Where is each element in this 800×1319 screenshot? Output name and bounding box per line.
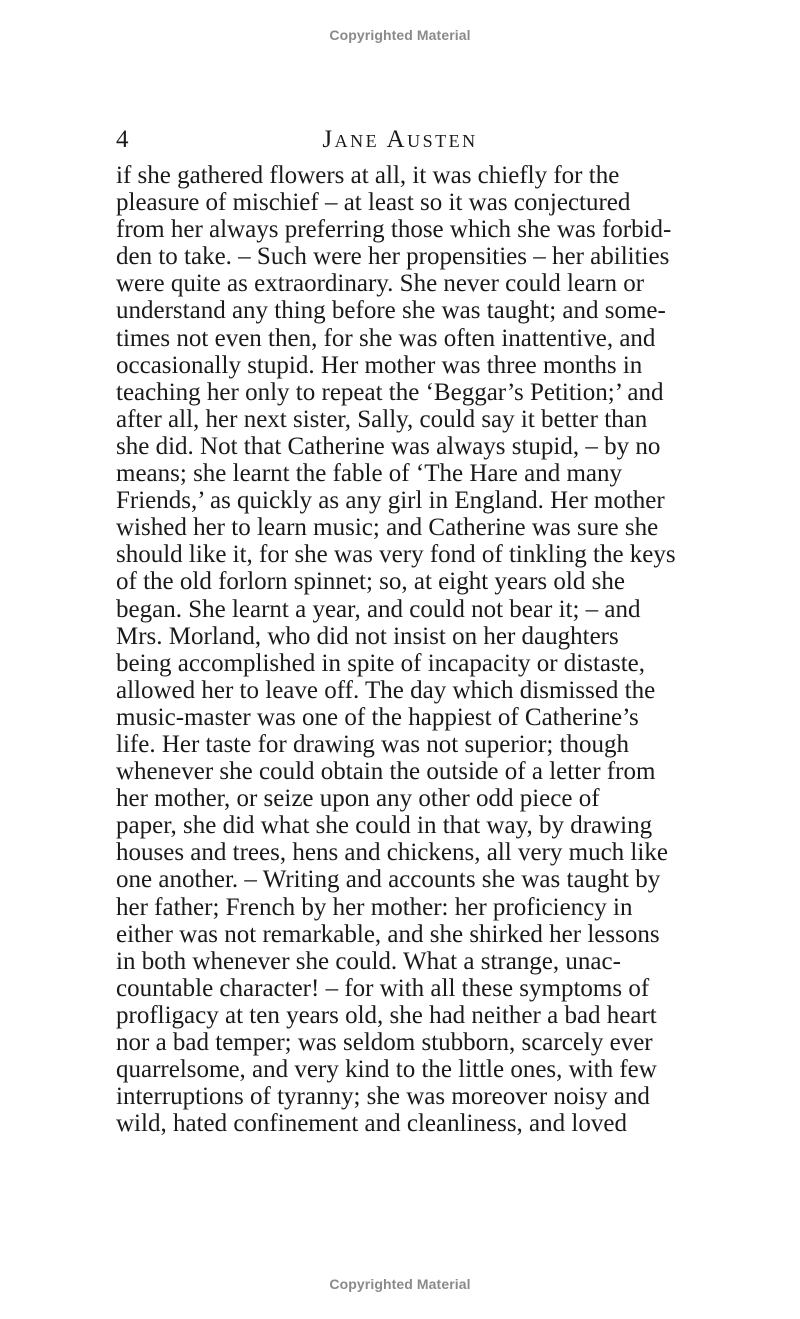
- text-line: nor a bad temper; was seldom stubborn, scarcely ever: [116, 1029, 653, 1056]
- text-line: began. She learnt a year, and could not bear it; – and: [116, 595, 641, 623]
- text-line: occasionally stupid. Her mother was three months in: [116, 351, 643, 379]
- text-line: she did. Not that Catherine was always stupid, – by no: [116, 432, 661, 460]
- text-line: whenever she could obtain the outside of a letter from: [116, 758, 656, 786]
- text-line: houses and trees, hens and chickens, all very much like: [116, 839, 668, 867]
- text-line: profligacy at ten years old, she had neither a bad heart: [116, 1001, 657, 1029]
- text-line: her father; French by her mother: her proficiency in: [116, 893, 633, 921]
- text-line: being accomplished in spite of incapacity or distaste,: [116, 649, 646, 677]
- text-line: music-master was one of the happiest of Catherine’s: [116, 703, 639, 731]
- running-head: Jane Austen: [322, 126, 478, 153]
- copyright-watermark-top: Copyrighted Material: [329, 27, 471, 43]
- text-line: means; she learnt the fable of ‘The Hare and many: [116, 460, 623, 488]
- text-line: wished her to learn music; and Catherine was sure she: [116, 514, 659, 542]
- text-line: Friends,’ as quickly as any girl in England. Her mother: [116, 487, 665, 515]
- text-line: understand any thing before she was taught; and some-: [116, 297, 666, 325]
- text-line: wild, hated confinement and cleanliness, and loved: [116, 1110, 627, 1138]
- text-line: countable character! – for with all these symptoms of: [116, 974, 650, 1002]
- text-line: pleasure of mischief – at least so it was conjectured: [116, 189, 631, 217]
- text-line: her mother, or seize upon any other odd piece of: [116, 785, 600, 813]
- text-line: life. Her taste for drawing was not superior; though: [116, 730, 630, 758]
- text-line: of the old forlorn spinnet; so, at eight years old she: [116, 568, 625, 596]
- text-line: after all, her next sister, Sally, could say it better than: [116, 405, 648, 433]
- text-line: interruptions of tyranny; she was moreover noisy and: [116, 1083, 650, 1111]
- text-line: paper, she did what she could in that way, by drawing: [116, 812, 653, 840]
- body-text: [116, 162, 700, 1137]
- page-number: 4: [116, 126, 129, 153]
- text-line: den to take. – Such were her propensities – her abilities: [116, 243, 670, 271]
- text-line: Mrs. Morland, who did not insist on her daughters: [116, 622, 619, 650]
- text-line: should like it, for she was very fond of tinkling the keys: [116, 541, 676, 569]
- text-line: teaching her only to repeat the ‘Beggar’s Petition;’ and: [116, 378, 664, 406]
- text-line: quarrelsome, and very kind to the little ones, with few: [116, 1056, 657, 1084]
- text-line: in both whenever she could. What a strange, unac-: [116, 947, 621, 975]
- text-line: times not even then, for she was often inattentive, and: [116, 324, 656, 352]
- text-line: allowed her to leave off. The day which dismissed the: [116, 676, 656, 704]
- copyright-watermark-bottom: Copyrighted Material: [329, 1276, 471, 1292]
- text-line: from her always preferring those which she was forbid-: [116, 216, 672, 244]
- text-line: were quite as extraordinary. She never could learn or: [116, 270, 645, 298]
- text-line: one another. – Writing and accounts she was taught by: [116, 866, 661, 894]
- text-line: if she gathered flowers at all, it was chiefly for the: [116, 162, 620, 189]
- text-line: either was not remarkable, and she shirked her lessons: [116, 920, 660, 948]
